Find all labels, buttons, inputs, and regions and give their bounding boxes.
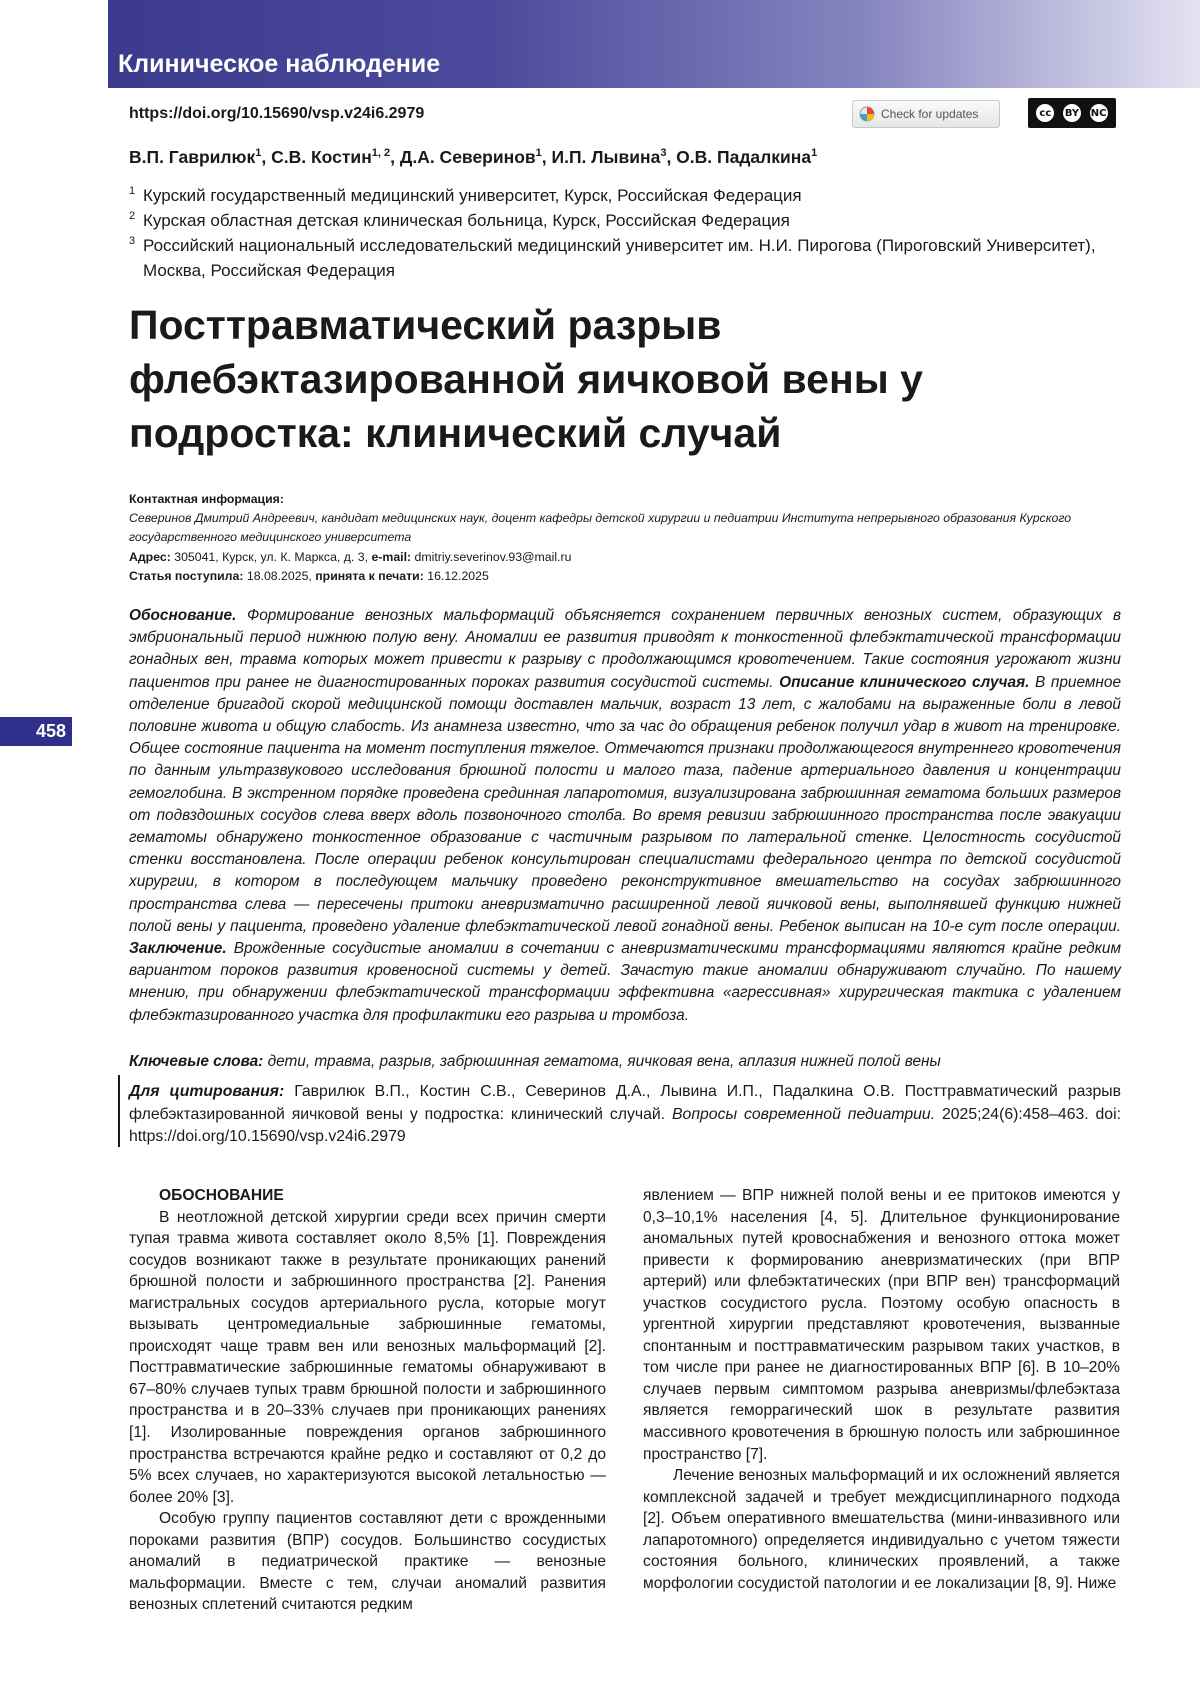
author: Д.А. Северинов$^1$, xyxy=(399,147,552,167)
check-for-updates-button[interactable] xyxy=(852,100,1000,128)
page-number: 458 xyxy=(0,717,72,746)
body-paragraph: Лечение венозных мальформаций и их осложнений является комплексной задачей и требует междисциплинарного подхода [2]. Объем оперативного вмешательства (мини-инвазивного или лапаротомного) определяется индивидуально с учетом тяжести состояния больного, клинических проявлений, а также морфологии сосудистой патологии и ее локализации [8, 9]. Ниже xyxy=(643,1467,1120,1592)
body-paragraph: Особую группу пациентов составляют дети с врожденными пороками развития (ВПР) сосудов. Большинство сосудистых аномалий в педиатрической практике — венозные мальформации. Вместе с тем, случаи аномалий развития венозных сплетений считаются редким xyxy=(129,1510,606,1614)
cc-icon: cc xyxy=(1034,102,1056,124)
section-title: Клиническое наблюдение xyxy=(118,50,441,78)
section-header-bar xyxy=(108,0,1200,88)
author: О.В. Падалкина$^1$ xyxy=(676,147,818,167)
affiliations xyxy=(129,183,1129,283)
crossmark-icon xyxy=(859,106,875,122)
nc-icon: NC xyxy=(1088,102,1110,124)
author: В.П. Гаврилюк$^1$, xyxy=(129,147,272,167)
abstract: Обоснование. Формирование венозных мальформаций объясняется сохранением первичных венозных систем, образующих в эмбриональный период нижнюю полую вену. Аномалии ее развития приводят к тонкостенной флебэктатической трансформации гонадных вен, травма которых может привести к разрыву с продолжающимся кровотечением. Такие состояния угрожают жизни пациентов при ранее не диагностированных пороках развития сосудистой системы. Описание клинического случая. В приемное отделение бригадой скорой медицинской помощи доставлен мальчик, возраст 13 лет, с жалобами на выраженные боли в левой половине живота и общую слабость. Из анамнеза известно, что за час до обращения ребенок получил удар в живот на тренировке. Общее состояние пациента на момент поступления тяжелое. Отмечаются признаки продолжающегося внутреннего кровотечения по данным ультразвукового исследования брюшной полости и малого таза, падение артериального давления и концентрации гемоглобина. В экстренном порядке проведена срединная лапаротомия, визуализирована забрюшинная гематома больших размеров от подвздошных сосудов слева вверх вдоль позвоночного столба. Во время ревизии забрюшинного пространства после эвакуации гематомы обнаружено тонкостенное образование с частичным разрывом по латеральной стенке. Целостность сосудистой стенки восстановлена. После операции ребенок консультирован специалистами федерального центра по детской сосудистой хирургии, в котором в последующем мальчику проведено реконструктивное вмешательство на сосудах забрюшинного пространства слева — пересечены притоки аневризматично расширенной левой яичковой вены, выполнявшей функцию нижней полой вены у пациента, проведено удаление флебэктатической левой гонадной вены. Ребенок выписан на 10-е сут после операции. Заключение. Врожденные сосудистые аномалии в сочетании с аневризматическими трансформациями являются крайне редким вариантом пороков развития кровеносной системы у детей. Зачастую такие аномалии обнаруживают случайно. По нашему мнению, при обнаружении флебэктатической трансформации эффективна «агрессивная» хирургическая тактика с удалением флебэктазированного участка для профилактики его разрыва и тромбоза. xyxy=(129,607,1122,1024)
affiliation: 1 Курский государственный медицинский университет, Курск, Российская Федерация xyxy=(129,185,802,205)
body-paragraph: явлением — ВПР нижней полой вены и ее притоков имеются у 0,3–10,1% населения [4, 5]. Длительное функционирование аномальных путей кровоснабжения и венозного оттока может привести к формированию аневризматических (при ВПР артерий) или флебэктатических (при ВПР вен) трансформаций участков сосудистого русла. Поэтому особую опасность в ургентной хирургии представляют кровотечения, вызванные спонтанным и посттравматическим разрывом таких участков, в том числе при ранее не диагностированных ВПР [6]. В 10–20% случаев первым симптомом разрыва аневризмы/флебэктаза является геморрагический шок в результате развития массивного кровотечения в брюшную полость или забрюшинное пространство [7]. xyxy=(643,1187,1120,1463)
contact-person: Северинов Дмитрий Андреевич, кандидат медицинских наук, доцент кафедры детской хирургии и педиатрии Института непрерывного образования Курского государственного медицинского университета xyxy=(129,511,1072,545)
by-icon: BY xyxy=(1061,102,1083,124)
author: С.В. Костин$^{1, 2}$, xyxy=(271,147,400,167)
authors-line xyxy=(129,147,817,168)
email-link[interactable]: dmitriy.severinov.93@mail.ru xyxy=(414,549,572,564)
keywords: Ключевые слова: дети, травма, разрыв, забрюшинная гематома, яичковая вена, аплазия нижней полой вены xyxy=(129,1053,941,1070)
body-paragraph: В неотложной детской хирургии среди всех причин смерти тупая травма живота составляет около 8,5% [1]. Повреждения сосудов возникают также в результате проникающих ранений брюшной полости и забрюшинного пространства [2]. Ранения магистральных сосудов артериального русла, которые могут вызывать центромедиальные забрюшинные гематомы, происходят чаще травм вен или венозных мальформаций [2]. Посттравматические забрюшинные гематомы обнаруживают в 67–80% случаев тупых травм брюшной полости и забрюшинного пространства и в 20–33% случаев при проникающих ранениях [1]. Изолированные повреждения органов забрюшинного пространства встречаются крайне редко и составляют от 0,2 до 5% всех случаев, но характеризуются высокой летальностью — более 20% [3]. xyxy=(129,1208,606,1506)
dates-line: Статья поступила: 18.08.2025, принята к печати: 16.12.2025 xyxy=(129,568,489,583)
author: И.П. Лывина$^3$, xyxy=(551,147,677,167)
cc-license-badge[interactable] xyxy=(1028,98,1116,128)
citation-block: Для цитирования: Гаврилюк В.П., Костин С.В., Северинов Д.А., Лывина И.П., Падалкина О.В. Посттравматический разрыв флебэктазированной яичковой вены у подростка: клинический случай. Вопросы современной педиатрии. 2025;24(6):458–463. doi: https://doi.org/10.15690/vsp.v24i6.2979 xyxy=(129,1083,1121,1145)
body-column-right xyxy=(643,1185,1120,1594)
affiliation: 3 Российский национальный исследовательский медицинский университет им. Н.И. Пирогова (Пироговский Университет), Москва, Российская Федерация xyxy=(129,235,1096,280)
doi-link[interactable]: https://doi.org/10.15690/vsp.v24i6.2979 xyxy=(129,105,425,122)
article-title: Посттравматический разрыв флебэктазированной яичковой вены у подростка: клинический случай xyxy=(129,302,923,456)
citation-rule xyxy=(118,1075,120,1147)
body-column-left xyxy=(129,1185,606,1616)
check-for-updates-label: Check for updates xyxy=(881,107,979,121)
affiliation: 2 Курская областная детская клиническая больница, Курск, Российская Федерация xyxy=(129,210,790,230)
contact-info xyxy=(129,490,1129,586)
citation-doi[interactable]: 2025;24(6):458–463. doi: https://doi.org/10.15690/vsp.v24i6.2979 xyxy=(129,1105,1121,1145)
contact-label: Контактная информация: xyxy=(129,492,284,506)
section-heading: ОБОСНОВАНИЕ xyxy=(159,1187,284,1204)
contact-address-line: Адрес: 305041, Курск, ул. К. Маркса, д. 3, e-mail: dmitriy.severinov.93@mail.ru xyxy=(129,549,572,564)
